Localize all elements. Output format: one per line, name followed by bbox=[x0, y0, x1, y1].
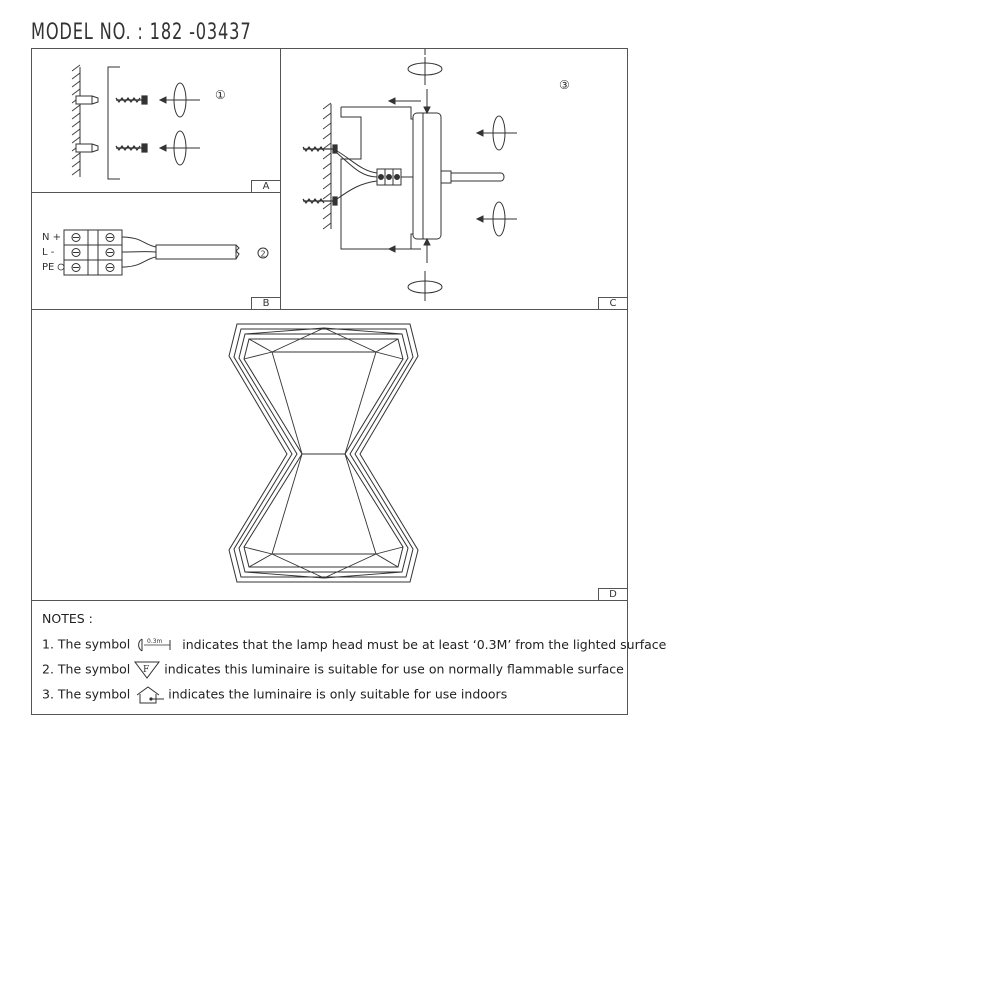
terminal-n-label: N + bbox=[42, 232, 62, 243]
notes-box bbox=[31, 600, 667, 715]
panel-c-mounting bbox=[280, 48, 628, 310]
distance-0.3m-icon bbox=[134, 636, 174, 654]
terminal-block-illustration bbox=[32, 193, 282, 311]
panel-c-label: C bbox=[598, 297, 627, 309]
note-2-text: indicates this luminaire is suitable for use on normally flammable surface bbox=[164, 661, 624, 677]
note-item-2 bbox=[42, 661, 624, 679]
panel-a-label: A bbox=[251, 180, 280, 192]
step-1-marker: ① bbox=[215, 88, 226, 102]
model-number: MODEL NO. : 182 -03437 bbox=[31, 20, 252, 45]
note-1-text: indicates that the lamp head must be at least ‘0.3M’ from the lighted surface bbox=[182, 636, 667, 652]
luminaire-front-view bbox=[32, 310, 629, 602]
panel-b-wiring bbox=[31, 192, 281, 310]
note-3-prefix: 3. The symbol bbox=[42, 686, 131, 702]
earth-icon bbox=[58, 264, 64, 270]
panel-d-label: D bbox=[598, 588, 627, 600]
indoor-house-icon bbox=[134, 686, 164, 704]
distance-symbol-text: 0.3m bbox=[147, 638, 163, 645]
notes-heading: NOTES : bbox=[42, 611, 93, 626]
note-2-prefix: 2. The symbol bbox=[42, 661, 131, 677]
panel-a-wall-fixing bbox=[31, 48, 281, 193]
step-3-marker: ③ bbox=[559, 78, 570, 92]
flammable-symbol-text: F bbox=[143, 665, 150, 675]
terminal-l-label: L - bbox=[42, 247, 55, 258]
mounting-assembly-illustration bbox=[281, 49, 629, 311]
note-3-text: indicates the luminaire is only suitable for use indoors bbox=[168, 686, 508, 702]
wall-plug-screw-illustration bbox=[32, 49, 282, 194]
note-item-1 bbox=[42, 636, 666, 654]
panel-b-label: B bbox=[251, 297, 280, 309]
note-item-3 bbox=[42, 686, 507, 704]
svg-text:2: 2 bbox=[260, 249, 266, 259]
panel-d-luminaire-front bbox=[31, 309, 628, 601]
note-1-prefix: 1. The symbol bbox=[42, 636, 131, 652]
flammable-surface-icon bbox=[134, 661, 160, 679]
terminal-pe-label: PE bbox=[42, 262, 55, 273]
